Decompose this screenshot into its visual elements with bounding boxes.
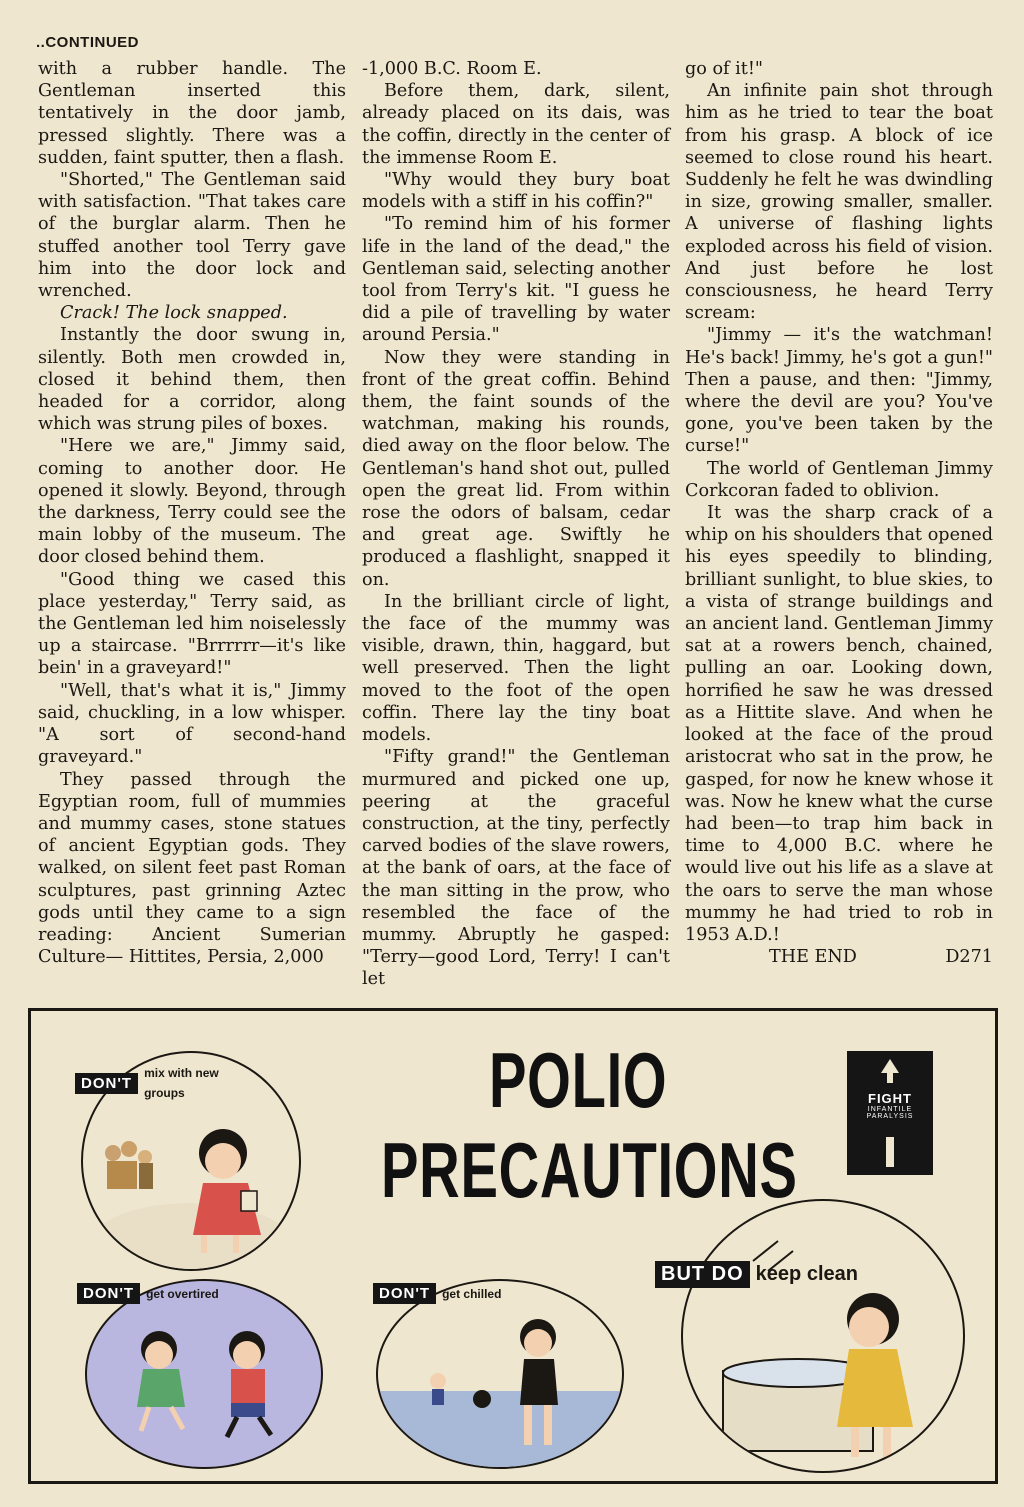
panel-3-text: get chilled bbox=[442, 1286, 502, 1301]
the-end-label: THE END bbox=[769, 947, 857, 968]
fight-sub-1: INFANTILE bbox=[867, 1106, 913, 1113]
group-of-children-figure bbox=[105, 1141, 153, 1189]
dont-tag: DON'T bbox=[373, 1283, 436, 1304]
paragraph: "Fifty grand!" the Gentleman murmured and picked one up, peering at the graceful construction, at the tiny, perfectly carved bodies of the slave rowers, at the bank of oars, at the face of the man sitting in the prow, who resembled the face of the mummy. Abruptly he gasped: "Terry—good Lord, Terry! I can't let bbox=[362, 747, 670, 990]
paragraph: It was the sharp crack of a whip on his shoulders that opened his eyes speedily to blinding, brilliant sunlight, to blue skies, to a vista of strange buildings and an ancient land. Gentleman Jimmy sat at a rowers bench, chained, pulling an oar. Looking down, horrified he saw he was dressed as a Hittite slave. And when he looked at the face of the proud aristocrat who sat in the prow, he gasped, for now he knew whose it was. Now he knew what the curse had been—to trap him back in time to 4,000 B.C. where he would live out his life as a slave at the oars to serve the man whose mummy he had tried to rob in 1953 A.D.! bbox=[685, 503, 994, 945]
paragraph: In the brilliant circle of light, the face of the mummy was visible, drawn, thin, haggard, but well preserved. Then the light moved to the foot of the open coffin. There lay the tiny boat models. bbox=[362, 591, 670, 746]
dont-tag: DON'T bbox=[77, 1283, 140, 1304]
panel-4-label bbox=[655, 1261, 858, 1288]
panel-get-overtired bbox=[85, 1279, 323, 1469]
fight-infantile-paralysis-emblem bbox=[847, 1051, 933, 1175]
story-code: D271 bbox=[945, 947, 993, 968]
fight-word: FIGHT bbox=[868, 1091, 912, 1106]
paragraph: The world of Gentleman Jimmy Corkcoran faded to oblivion. bbox=[685, 458, 993, 501]
girl-washing-hands-illustration bbox=[683, 1201, 963, 1471]
paragraph: "Well, that's what it is," Jimmy said, chuckling, in a low whisper. "A sort of second-hand graveyard." bbox=[38, 680, 346, 768]
polio-ad bbox=[28, 1008, 998, 1484]
paragraph: Now they were standing in front of the great coffin. Behind them, the faint sounds of the watchman, making his rounds, died away on the floor below. The Gentleman's hand shot out, pulled open the great lid. From within rose the odors of balsam, cedar and great age. Swiftly he produced a flashlight, snapped it on. bbox=[362, 347, 670, 590]
paragraph: "Jimmy — it's the watchman! He's back! Jimmy, he's got a gun!" Then a pause, and then: "Jimmy, where the devil are you? You've gone, you've been taken by the curse!" bbox=[685, 325, 993, 457]
panel-1-text: mix with new groups bbox=[144, 1066, 219, 1100]
paragraph: They passed through the Egyptian room, full of mummies and mummy cases, stone statues of ancient Egyptian gods. They walked, on silent feet past Roman sculptures, past grinning Aztec gods until they came to a sign reading: Ancient Sumerian Culture— Hittites, Persia, 2,000 bbox=[38, 769, 346, 968]
paragraph: "Here we are," Jimmy said, coming to another door. He opened it slowly. Beyond, through the darkness, Terry could see the main lobby of the museum. The door closed behind them. bbox=[38, 436, 346, 568]
paragraph: -1,000 B.C. Room E. bbox=[362, 59, 542, 79]
ad-title-line-1: POLIO bbox=[489, 1036, 668, 1124]
torch-icon bbox=[847, 1051, 933, 1175]
panel-3-label bbox=[373, 1283, 501, 1304]
paragraph: go of it!" bbox=[685, 59, 764, 79]
dont-tag: DON'T bbox=[75, 1073, 138, 1094]
paragraph: "Shorted," The Gentleman said with satisfaction. "That takes care of the burglar alarm. Then he stuffed another tool Terry gave him into the door lock and wrenched. bbox=[38, 170, 346, 302]
paragraph: Before them, dark, silent, already placed on its dais, was the coffin, directly in the center of the immense Room E. bbox=[362, 81, 670, 168]
continued-header: ..CONTINUED bbox=[36, 34, 139, 51]
paragraph: Instantly the door swung in, silently. Both men crowded in, closed it behind them, then headed for a corridor, along which was strung piles of boxes. bbox=[38, 325, 346, 435]
paragraph: with a rubber handle. The Gentleman inserted this tentatively in the door jamb, pressed slightly. There was a sudden, faint sputter, then a flash. bbox=[38, 59, 346, 168]
running-children-illustration bbox=[87, 1281, 321, 1467]
story-end-line bbox=[685, 946, 993, 968]
paragraph: An infinite pain shot through him as he tried to tear the boat from his grasp. A block of ice seemed to close round his heart. Suddenly he felt he was dwindling in size, growing smaller, smaller. A universe of flashing lights exploded across his field of vision. And just before he lost consciousness, he heard Terry scream: bbox=[685, 81, 993, 324]
panel-get-chilled bbox=[376, 1279, 624, 1469]
paragraph: "Why would they bury boat models with a stiff in his coffin?" bbox=[362, 170, 670, 213]
story-column-2 bbox=[362, 58, 670, 991]
chilled-girl-illustration bbox=[378, 1281, 622, 1467]
panel-2-label bbox=[77, 1283, 219, 1304]
panel-4-text: keep clean bbox=[755, 1263, 858, 1285]
paragraph: "Good thing we cased this place yesterday," Terry said, as the Gentleman led him noiselessly up a staircase. "Brrrrrr—it's like bein' in a graveyard!" bbox=[38, 569, 346, 679]
story-column-1 bbox=[38, 58, 346, 968]
story-column-3 bbox=[685, 58, 993, 968]
fight-sub-2: PARALYSIS bbox=[866, 1113, 914, 1120]
paragraph: Crack! The lock snapped. bbox=[60, 303, 288, 324]
panel-keep-clean bbox=[681, 1199, 965, 1473]
panel-2-text: get overtired bbox=[146, 1286, 219, 1301]
but-do-tag: BUT DO bbox=[655, 1261, 750, 1288]
panel-1-label bbox=[75, 1063, 234, 1103]
paragraph: "To remind him of his former life in the land of the dead," the Gentleman said, selecting another tool from Terry's kit. "I guess he did a pile of travelling by water around Persia." bbox=[362, 214, 670, 346]
ad-title-line-2: PRECAUTIONS bbox=[381, 1126, 798, 1214]
